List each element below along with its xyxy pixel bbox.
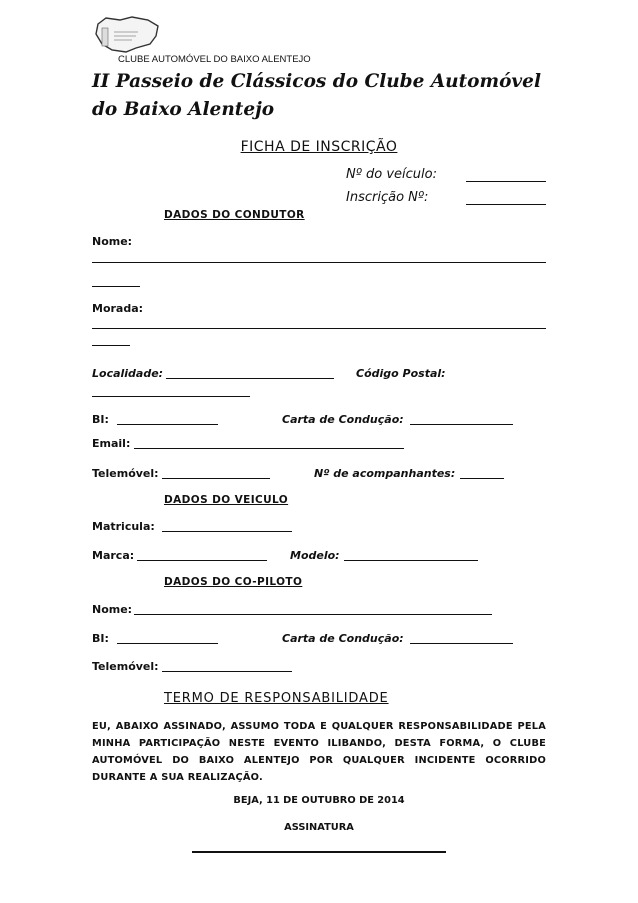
marca-field[interactable] bbox=[137, 560, 267, 561]
carta-field[interactable] bbox=[410, 424, 513, 425]
form-title: FICHA DE INSCRIÇÃO bbox=[240, 139, 398, 155]
telemovel-label: Telemóvel: bbox=[92, 467, 159, 480]
morada-field[interactable] bbox=[92, 328, 546, 329]
vehicle-number-field[interactable] bbox=[466, 181, 546, 182]
bi-field[interactable] bbox=[117, 424, 218, 425]
section-copiloto: DADOS DO CO-PILOTO bbox=[164, 576, 303, 588]
matricula-field[interactable] bbox=[162, 531, 292, 532]
email-label: Email: bbox=[92, 437, 131, 450]
club-name: CLUBE AUTOMÓVEL DO BAIXO ALENTEJO bbox=[118, 54, 311, 65]
telemovel-field[interactable] bbox=[162, 478, 270, 479]
modelo-field[interactable] bbox=[344, 560, 478, 561]
place-date: BEJA, 11 DE OUTUBRO DE 2014 bbox=[233, 795, 405, 806]
copiloto-carta-label: Carta de Condução: bbox=[282, 632, 404, 645]
codigo-postal-field[interactable] bbox=[92, 396, 250, 397]
section-veiculo: DADOS DO VEICULO bbox=[164, 494, 289, 506]
copiloto-telemovel-field[interactable] bbox=[162, 671, 292, 672]
morada-field-cont[interactable] bbox=[92, 345, 130, 346]
matricula-label: Matricula: bbox=[92, 520, 155, 533]
vehicle-number-label: Nº do veículo: bbox=[346, 167, 437, 182]
termo-title: TERMO DE RESPONSABILIDADE bbox=[164, 691, 389, 706]
section-condutor: DADOS DO CONDUTOR bbox=[164, 209, 305, 221]
nome-field[interactable] bbox=[92, 262, 546, 263]
signature-label: ASSINATURA bbox=[284, 822, 354, 833]
copiloto-bi-field[interactable] bbox=[117, 643, 218, 644]
copiloto-nome-field[interactable] bbox=[134, 614, 492, 615]
nome-label: Nome: bbox=[92, 235, 133, 248]
copiloto-nome-label: Nome: bbox=[92, 603, 133, 616]
marca-label: Marca: bbox=[92, 549, 135, 562]
morada-label: Morada: bbox=[92, 302, 144, 315]
carta-label: Carta de Condução: bbox=[282, 413, 404, 426]
copiloto-bi-label: BI: bbox=[92, 632, 109, 645]
nome-field-cont[interactable] bbox=[92, 286, 140, 287]
termo-text: EU, ABAIXO ASSINADO, ASSUMO TODA E QUALQUER RESPONSABILIDADE PELA MINHA PARTICIPAÇÃO NESTE EVENTO ILIBANDO, DESTA FORMA, O CLUBE AUTOMÓVEL DO BAIXO ALENTEJO POR QUALQUER INCIDENTE OCORRIDO DURANTE A SUA REALIZAÇÃO. bbox=[92, 721, 546, 783]
modelo-label: Modelo: bbox=[290, 549, 340, 562]
localidade-label: Localidade: bbox=[92, 367, 164, 380]
inscricao-field[interactable] bbox=[466, 204, 546, 205]
acompanhantes-label: Nº de acompanhantes: bbox=[314, 467, 456, 480]
event-title: II Passeio de Clássicos do Clube Automóvel do Baixo Alentejo bbox=[92, 71, 541, 120]
codigo-postal-label: Código Postal: bbox=[356, 367, 446, 380]
copiloto-carta-field[interactable] bbox=[410, 643, 513, 644]
signature-line[interactable] bbox=[192, 851, 446, 853]
acompanhantes-field[interactable] bbox=[460, 478, 504, 479]
localidade-field[interactable] bbox=[166, 378, 334, 379]
copiloto-telemovel-label: Telemóvel: bbox=[92, 660, 159, 673]
club-logo bbox=[92, 14, 162, 54]
bi-label: BI: bbox=[92, 413, 109, 426]
email-field[interactable] bbox=[134, 448, 404, 449]
inscricao-label: Inscrição Nº: bbox=[346, 190, 429, 205]
